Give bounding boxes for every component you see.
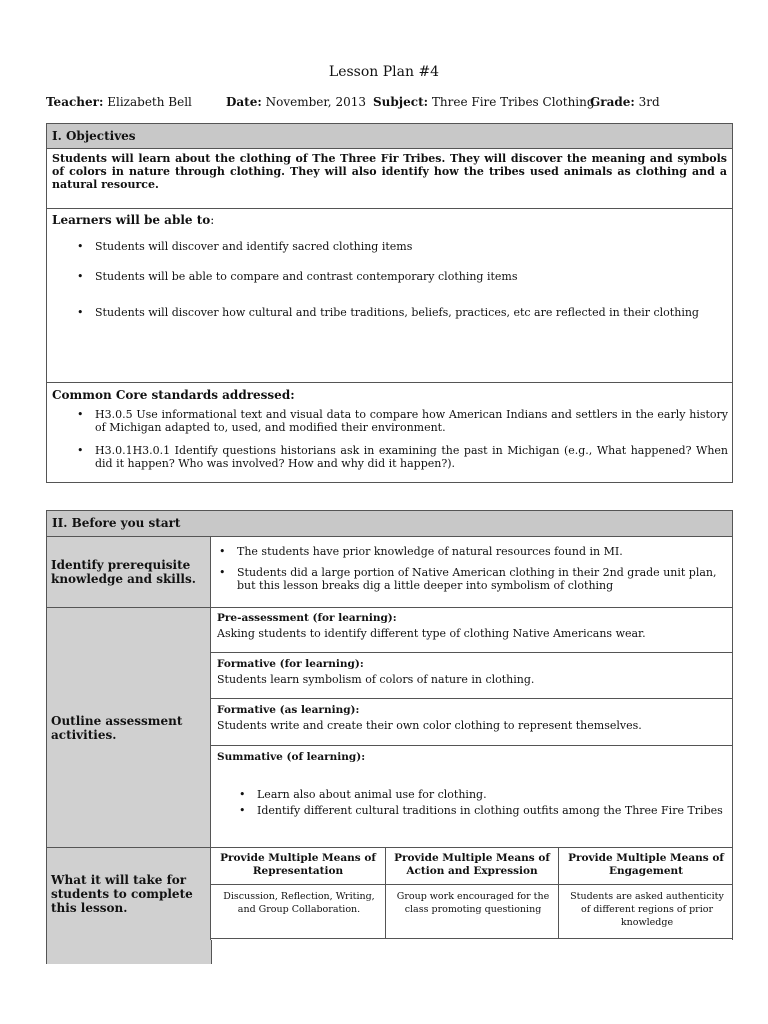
formative-for <box>217 656 534 688</box>
before-header: II. Before you start <box>47 511 732 537</box>
divider <box>211 652 732 653</box>
divider <box>47 208 732 209</box>
udl-body-representation: Discussion, Reflection, Writing, and Group Collaboration. <box>223 891 375 915</box>
list-item: • H3.0.5 Use informational text and visual data to compare how American Indians and settlers in the early history of Michigan adapted to, used, and modified their environment. <box>73 408 728 434</box>
udl-header-action: Provide Multiple Means of Action and Expression <box>394 852 550 877</box>
pre-assessment-label: Pre-assessment (for learning): <box>217 612 397 624</box>
formative-as-text: Students write and create their own color clothing to represent themselves. <box>217 719 642 732</box>
udl-header-representation: Provide Multiple Means of Representation <box>220 852 376 877</box>
summative-label: Summative (of learning): <box>217 751 366 763</box>
divider <box>211 698 732 699</box>
divider <box>385 848 386 939</box>
divider <box>558 848 559 939</box>
page-title: Lesson Plan #4 <box>328 64 440 80</box>
prereq-label: Identify prerequisite knowledge and skills. <box>47 537 211 607</box>
list-item: • Students will be able to compare and contrast contemporary clothing items <box>73 270 735 283</box>
pre-assessment-text: Asking students to identify different type of clothing Native Americans wear. <box>217 627 646 640</box>
grade-label: Grade: <box>590 95 635 109</box>
grade-field <box>590 95 660 109</box>
list-item: • Students will discover how cultural and tribe traditions, beliefs, practices, etc are reflected in their clothing <box>73 306 735 319</box>
learners-heading <box>52 213 214 227</box>
list-item: • Identify different cultural traditions in clothing outfits among the Three Fire Tribes <box>235 803 735 819</box>
divider <box>211 938 732 939</box>
list-item: • Learn also about animal use for clothing. <box>235 787 735 803</box>
list-item: • The students have prior knowledge of natural resources found in MI. <box>215 545 727 558</box>
teacher-label: Teacher: <box>46 95 104 109</box>
learners-colon: : <box>210 213 215 227</box>
teacher-field <box>46 95 192 109</box>
formative-for-text: Students learn symbolism of colors of nature in clothing. <box>217 673 535 686</box>
udl-header-engagement: Provide Multiple Means of Engagement <box>568 852 724 877</box>
objectives-section <box>46 123 733 483</box>
divider <box>211 745 732 746</box>
list-item: • Students will discover and identify sacred clothing items <box>73 240 735 253</box>
subject-label: Subject: <box>373 95 429 109</box>
udl-body-engagement: Students are asked authenticity of different regions of prior knowledge <box>570 891 724 928</box>
grade-value: 3rd <box>638 95 660 109</box>
before-section <box>46 510 733 940</box>
standards-heading: Common Core standards addressed: <box>52 388 295 402</box>
list-item: • H3.0.1H3.0.1 Identify questions historians ask in examining the past in Michigan (e.g., What happened? When did it happen? Who was involved? How and why did it happen?). <box>73 444 728 470</box>
summative-list <box>235 787 735 819</box>
objectives-header: I. Objectives <box>47 124 732 149</box>
teacher-value: Elizabeth Bell <box>107 95 192 109</box>
subject-value: Three Fire Tribes Clothing <box>431 95 595 109</box>
formative-for-label: Formative (for learning): <box>217 658 364 670</box>
divider <box>211 884 732 885</box>
date-value: November, 2013 <box>265 95 366 109</box>
learners-label: Learners will be able to <box>52 213 211 227</box>
date-field <box>226 95 366 109</box>
assessment-label: Outline assessment activities. <box>47 608 211 847</box>
side-strip <box>46 940 212 964</box>
objectives-summary: Students will learn about the clothing of The Three Fir Tribes. They will discover the meaning and symbols of colors in nature through clothing. They will also identify how the tribes used animals as clothing and a natural resource. <box>52 152 727 191</box>
formative-as <box>217 702 642 734</box>
subject-field <box>373 95 595 109</box>
divider <box>47 382 732 383</box>
formative-as-label: Formative (as learning): <box>217 704 360 716</box>
list-item: • Students did a large portion of Native American clothing in their 2nd grade unit plan, but this lesson breaks dig a little deeper into symbolism of clothing <box>215 566 727 592</box>
udl-body-action: Group work encouraged for the class promoting questioning <box>396 891 550 915</box>
date-label: Date: <box>226 95 262 109</box>
takes-label: What it will take for students to complete this lesson. <box>47 848 211 941</box>
pre-assessment <box>217 610 646 642</box>
